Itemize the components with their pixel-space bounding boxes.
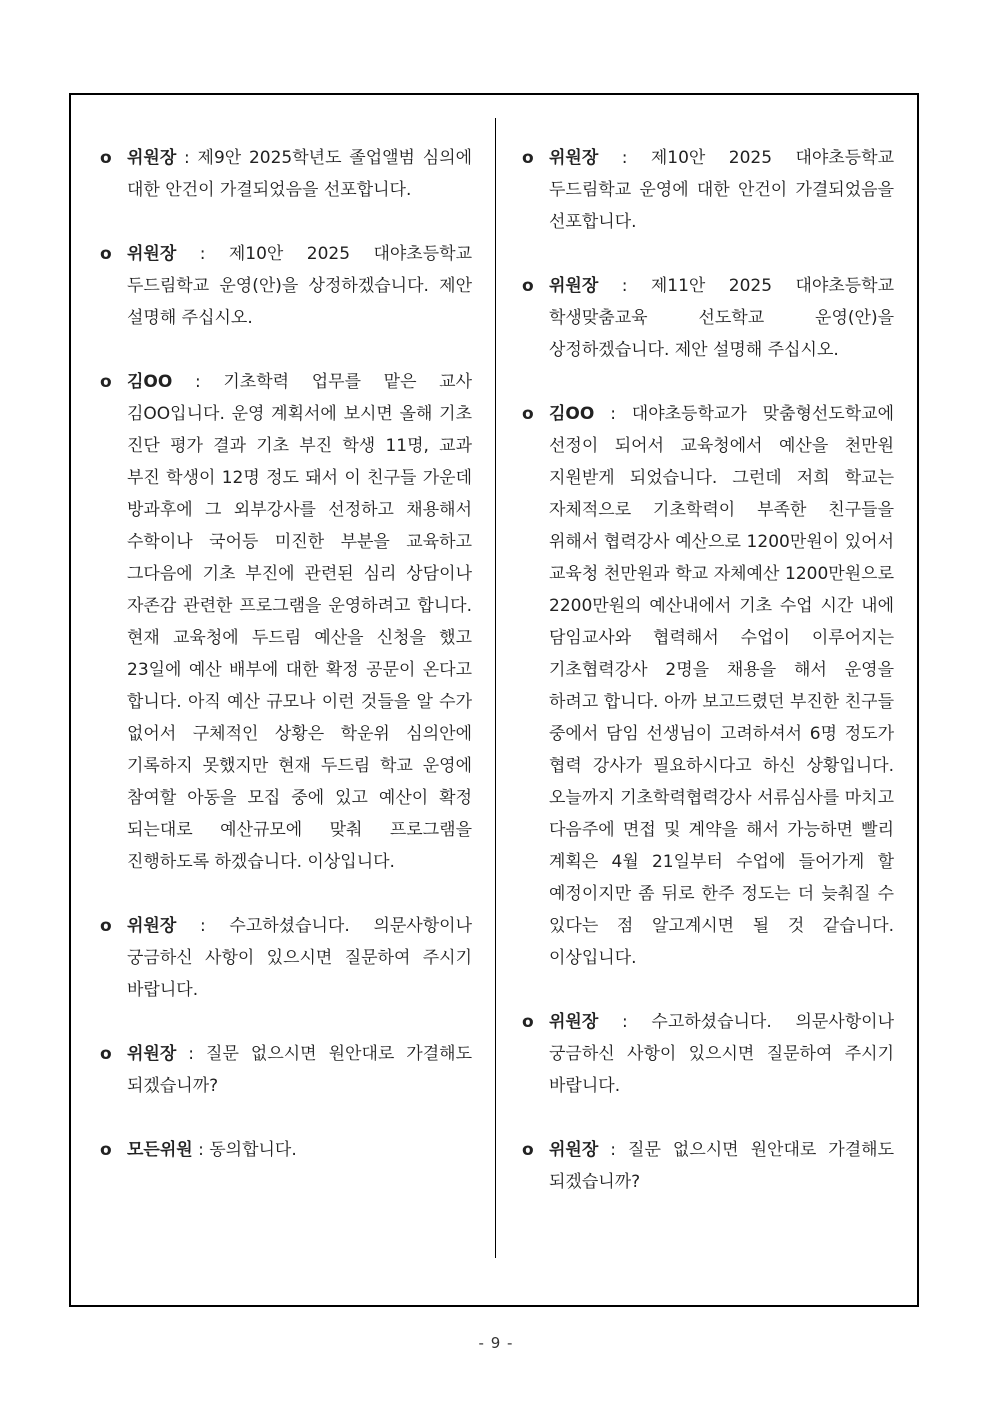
speaker-name: 위원장 xyxy=(127,1044,177,1064)
speaker-name: 김OO xyxy=(549,404,595,424)
statement-text: : 대야초등학교가 맞춤형선도학교에 선정이 되어서 교육청에서 예산을 천만원 지원받게 되었습니다. 그런데 저희 학교는 자체적으로 기초학력이 부족한 친구들을 위해서 협력강사 예산으로 1200만원이 있어서 교육청 천만원과 학교 자체예산 1200만원으로 2200만원의 예산내에서 기초 수업 시간 내에 담임교사와 협력해서 수업이 이루어지는 기초협력강사 2명을 채용을 해서 운영을 하려고 합니다. 아까 보고드렸던 부진한 친구들 중에서 담임 선생님이 고려하셔서 6명 정도가 협력 강사가 필요하시다고 하신 상황입니다. 오늘까지 기초학력협력강사 서류심사를 마치고 다음주에 면접 및 계약을 해서 가능하면 빨리 계획은 4월 21일부터 수업에 들어가게 할 예정이지만 좀 뒤로 한주 정도는 더 늦춰질 수 있다는 점 알고계시면 될 것 같습니다. 이상입니다. xyxy=(549,404,894,968)
speaker-name: 위원장 xyxy=(549,1140,599,1160)
speaker-name: 위원장 xyxy=(549,1012,599,1032)
minutes-entry xyxy=(520,398,894,974)
bullet-icon: o xyxy=(100,148,112,168)
bullet-icon: o xyxy=(522,1012,534,1032)
statement-text: : 수고하셨습니다. 의문사항이나 궁금하신 사항이 있으시면 질문하여 주시기 바랍니다. xyxy=(549,1012,894,1096)
column-divider xyxy=(495,118,496,1258)
left-column xyxy=(98,142,472,1166)
statement-text: : 기초학력 업무를 맡은 교사 김OO입니다. 운영 계획서에 보시면 올해 기초 진단 평가 결과 기초 부진 학생 11명, 교과 부진 학생이 12명 정도 돼서 이 친구들 가운데 방과후에 그 외부강사를 선정하고 채용해서 수학이나 국어등 미진한 부분을 교육하고 그다음에 기초 부진에 관련된 심리 상담이나 자존감 관련한 프로그램을 운영하려고 합니다. 현재 교육청에 두드림 예산을 신청을 했고 23일에 예산 배부에 대한 확정 공문이 온다고 합니다. 아직 예산 규모나 이런 것들을 알 수가 없어서 구체적인 상황은 학운위 심의안에 기록하지 못했지만 현재 두드림 학교 운영에 참여할 아동을 모집 중에 있고 예산이 확정 되는대로 예산규모에 맞춰 프로그램을 진행하도록 하겠습니다. 이상입니다. xyxy=(127,372,472,872)
statement-text: : 질문 없으시면 원안대로 가결해도 되겠습니까? xyxy=(127,1044,472,1096)
speaker-name: 위원장 xyxy=(127,916,177,936)
bullet-icon: o xyxy=(100,244,112,264)
bullet-icon: o xyxy=(100,372,112,392)
statement-text: : 수고하셨습니다. 의문사항이나 궁금하신 사항이 있으시면 질문하여 주시기 바랍니다. xyxy=(127,916,472,1000)
statement-text: : 제10안 2025 대야초등학교 두드림학교 운영에 대한 안건이 가결되었음을 선포합니다. xyxy=(549,148,894,232)
statement-text: : 제10안 2025 대야초등학교 두드림학교 운영(안)을 상정하겠습니다. 제안 설명해 주십시오. xyxy=(127,244,472,328)
minutes-entry xyxy=(98,238,472,334)
minutes-entry xyxy=(98,910,472,1006)
bullet-icon: o xyxy=(522,1140,534,1160)
minutes-entry xyxy=(520,1006,894,1102)
bullet-icon: o xyxy=(100,1140,112,1160)
bullet-icon: o xyxy=(522,276,534,296)
bullet-icon: o xyxy=(100,1044,112,1064)
statement-text: : 동의합니다. xyxy=(192,1140,297,1160)
speaker-name: 위원장 xyxy=(549,148,599,168)
minutes-entry xyxy=(98,142,472,206)
minutes-entry xyxy=(520,142,894,238)
bullet-icon: o xyxy=(522,148,534,168)
speaker-name: 김OO xyxy=(127,372,173,392)
statement-text: : 질문 없으시면 원안대로 가결해도 되겠습니까? xyxy=(549,1140,894,1192)
speaker-name: 위원장 xyxy=(549,276,599,296)
minutes-entry xyxy=(520,1134,894,1198)
bullet-icon: o xyxy=(100,916,112,936)
speaker-name: 위원장 xyxy=(127,148,177,168)
minutes-entry xyxy=(98,1038,472,1102)
statement-text: : 제11안 2025 대야초등학교 학생맞춤교육 선도학교 운영(안)을 상정하겠습니다. 제안 설명해 주십시오. xyxy=(549,276,894,360)
speaker-name: 위원장 xyxy=(127,244,177,264)
page-number: - 9 - xyxy=(478,1334,514,1352)
minutes-entry xyxy=(98,366,472,878)
statement-text: : 제9안 2025학년도 졸업앨범 심의에 대한 안건이 가결되었음을 선포합니다. xyxy=(127,148,472,200)
minutes-entry xyxy=(98,1134,472,1166)
bullet-icon: o xyxy=(522,404,534,424)
speaker-name: 모든위원 xyxy=(127,1140,193,1160)
right-column xyxy=(520,142,894,1198)
minutes-entry xyxy=(520,270,894,366)
